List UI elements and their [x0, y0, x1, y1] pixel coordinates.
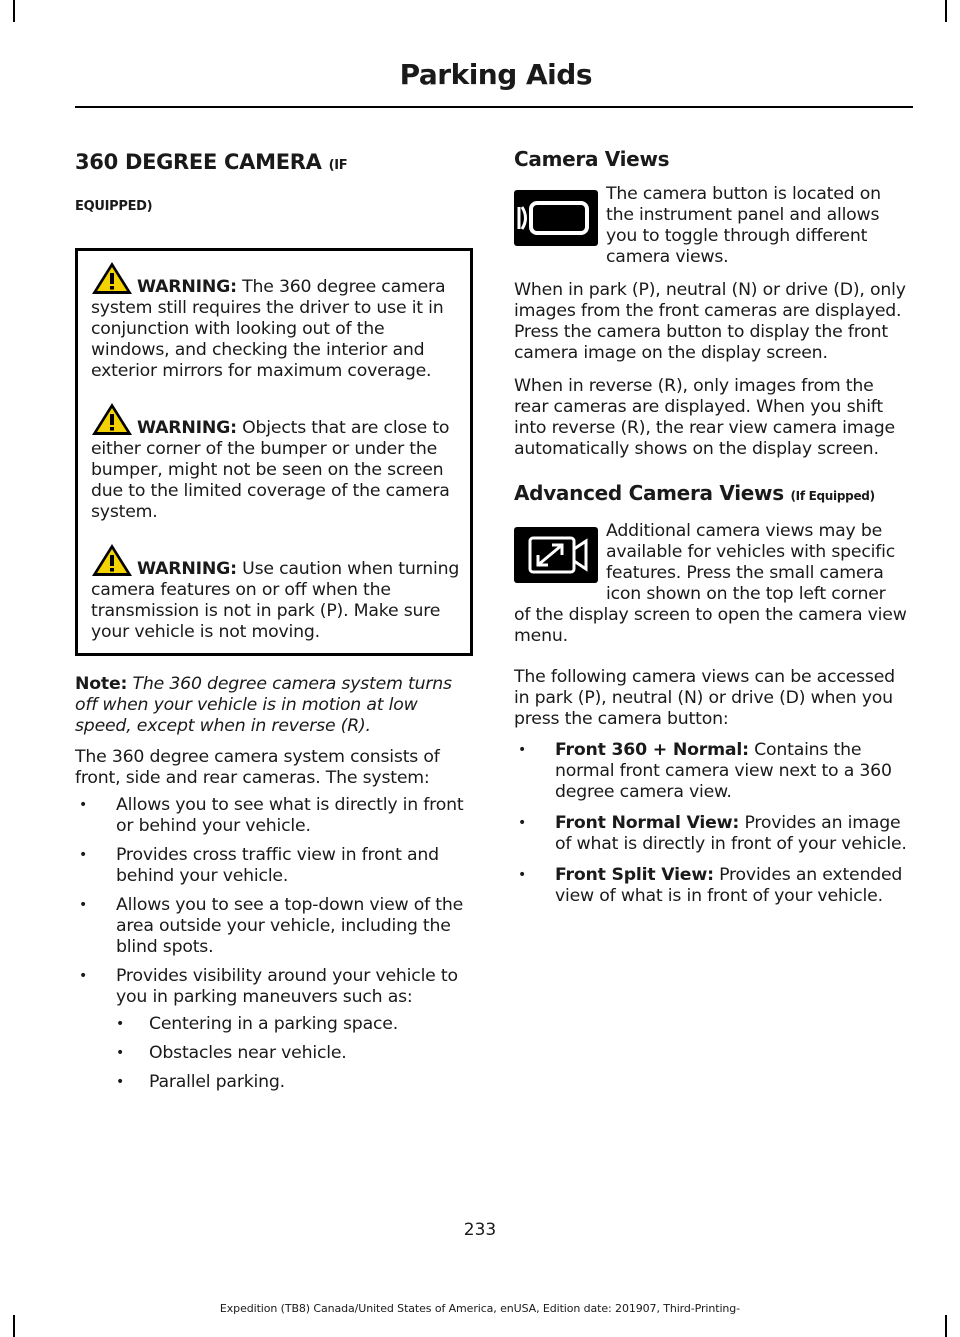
- section-title-suffix: (IF: [328, 158, 348, 173]
- advanced-title-text: Advanced Camera Views: [514, 481, 784, 505]
- camera-views-paragraph-1: The camera button is located on the instrument panel and allows you to toggle through different camera views.: [606, 184, 881, 267]
- list-item: [514, 813, 907, 855]
- view-label: Front Normal View:: [555, 813, 740, 833]
- camera-views-paragraph-3: When in reverse (R), only images from the rear cameras are displayed. When you shift into reverse (R), the rear view camera image automatically shows on the display screen.: [514, 376, 895, 459]
- camera-view-list: [514, 740, 907, 907]
- warning-triangle-icon: [91, 261, 133, 295]
- section-title-text: 360 DEGREE CAMERA: [75, 150, 322, 174]
- advanced-title-suffix: (If Equipped): [790, 489, 875, 503]
- view-text: Provides an extended view of what is in front of your vehicle.: [555, 865, 903, 906]
- camera-button-icon: [514, 190, 598, 246]
- section-title-continued: [75, 188, 473, 222]
- list-item-text: Provides visibility around your vehicle to you in parking maneuvers such as:: [116, 966, 458, 1007]
- note: [75, 674, 473, 737]
- view-label: Front 360 + Normal:: [555, 740, 749, 760]
- right-column: [514, 140, 907, 915]
- view-text: Provides an image of what is directly in front of your vehicle.: [555, 813, 907, 854]
- view-text: Contains the normal front camera view next to a 360 degree camera view.: [555, 740, 892, 802]
- warning-box: [75, 248, 473, 656]
- warning-label: WARNING:: [137, 559, 237, 579]
- page-header-title: Parking Aids: [399, 58, 592, 91]
- list-item: [514, 740, 907, 803]
- header-divider: [75, 106, 913, 108]
- advanced-paragraph-1: Additional camera views may be available for vehicles with specific features. Press the small camera icon shown on the top left corner of the display screen to open the camera view menu.: [514, 521, 907, 646]
- maneuver-list: [116, 1014, 473, 1093]
- warning-text: Objects that are close to either corner of the bumper or under the bumper, might not be seen on the screen due to the limited coverage of the camera system.: [91, 418, 450, 522]
- view-label: Front Split View:: [555, 865, 714, 885]
- advanced-intro: [514, 521, 907, 647]
- camera-views-intro: [514, 184, 907, 268]
- advanced-paragraph-2: The following camera views can be accessed in park (P), neutral (N) or drive (D) when you press the camera button:: [514, 667, 895, 729]
- camera-view-menu-icon: [514, 527, 598, 583]
- list-item: [514, 865, 907, 907]
- warning-text: The 360 degree camera system still requires the driver to use it in conjunction with looking out of the windows, and checking the interior and exterior mirrors for maximum coverage.: [91, 277, 446, 381]
- warning-1: [91, 261, 462, 382]
- list-item: • Allows you to see what is directly in front or behind your vehicle.: [75, 795, 473, 837]
- warning-label: WARNING:: [137, 277, 237, 297]
- warning-text: Use caution when turning camera features on or off when the transmission is not in park (P). Make sure your vehicle is not moving.: [91, 559, 460, 642]
- note-label: Note:: [75, 674, 128, 694]
- left-column: [75, 140, 473, 1101]
- sub-list-item: • Obstacles near vehicle.: [116, 1043, 473, 1064]
- warning-3: [91, 543, 462, 643]
- crop-mark: [13, 0, 15, 22]
- section-title: [75, 140, 473, 188]
- camera-views-title: Camera Views: [514, 147, 670, 171]
- sub-list-item: • Centering in a parking space.: [116, 1014, 473, 1035]
- advanced-camera-views-title: [514, 478, 907, 511]
- intro-paragraph: The 360 degree camera system consists of front, side and rear cameras. The system:: [75, 747, 440, 788]
- warning-triangle-icon: [91, 543, 133, 577]
- warning-triangle-icon: [91, 402, 133, 436]
- list-item: [75, 966, 473, 1093]
- crop-mark: [13, 1315, 15, 1337]
- warning-label: WARNING:: [137, 418, 237, 438]
- list-item: • Provides cross traffic view in front and behind your vehicle.: [75, 845, 473, 887]
- note-text: The 360 degree camera system turns off when your vehicle is in motion at low speed, except when in reverse (R).: [75, 674, 452, 736]
- crop-mark: [945, 1315, 947, 1337]
- sub-list-item: • Parallel parking.: [116, 1072, 473, 1093]
- edition-footer: Expedition (TB8) Canada/United States of America, enUSA, Edition date: 201907, Third-Printing-: [219, 1302, 741, 1315]
- section-title-suffix-2: EQUIPPED): [75, 199, 153, 214]
- crop-mark: [945, 0, 947, 22]
- feature-list: [75, 795, 473, 1093]
- warning-2: [91, 402, 462, 523]
- camera-views-paragraph-2: When in park (P), neutral (N) or drive (D), only images from the front cameras are displayed. Press the camera button to display the front camera image on the display screen.: [514, 280, 906, 363]
- list-item: • Allows you to see a top-down view of the area outside your vehicle, including the blind spots.: [75, 895, 473, 958]
- page-number: 233: [463, 1220, 497, 1240]
